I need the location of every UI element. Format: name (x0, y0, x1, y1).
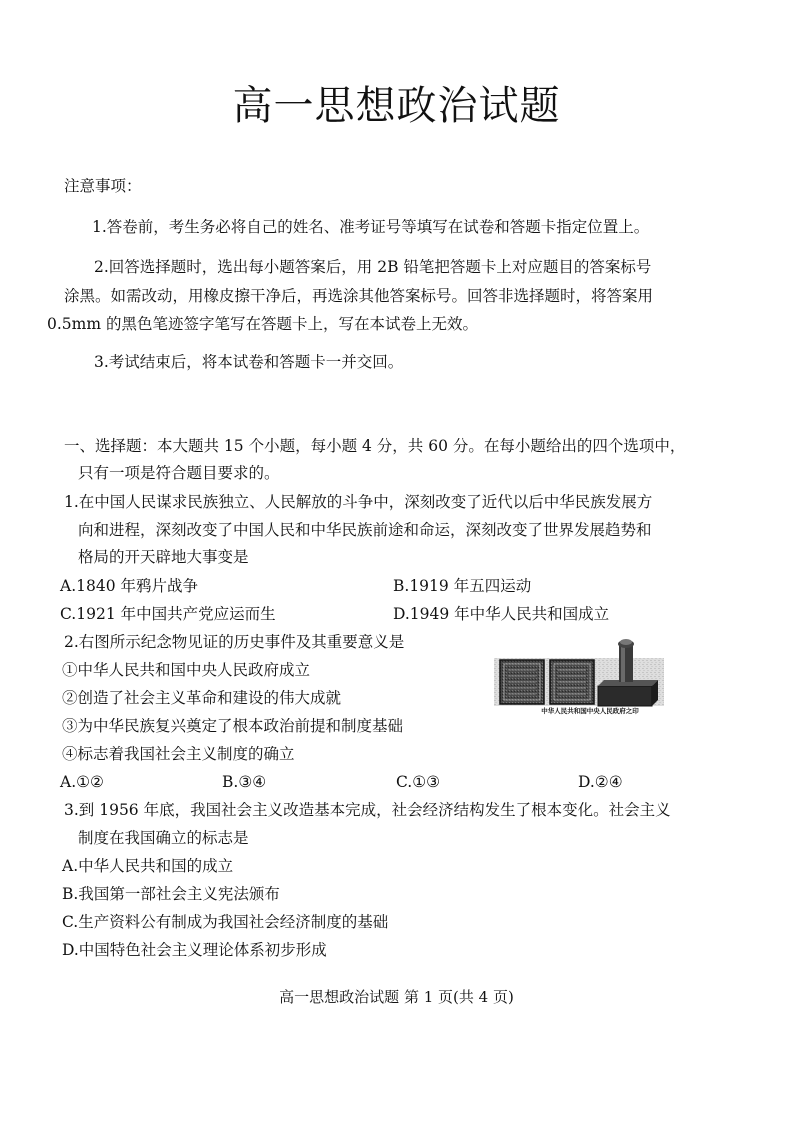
seal-imprint-middle (550, 660, 594, 704)
q1-option-d: D.1949 年中华人民共和国成立 (393, 605, 610, 623)
page-footer: 高一思想政治试题 第 1 页(共 4 页) (279, 988, 514, 1006)
notice-item-2-line-3: 0.5mm 的黑色笔迹签字笔写在答题卡上，写在本试卷上无效。 (47, 315, 478, 333)
q1-option-b: B.1919 年五四运动 (393, 577, 532, 595)
q1-stem-line-3: 格局的开天辟地大事变是 (78, 548, 249, 566)
q3-option-c: C.生产资料公有制成为我国社会经济制度的基础 (62, 913, 389, 931)
section-heading-line-1: 一、选择题：本大题共 15 个小题，每小题 4 分，共 60 分。在每小题给出的四个选项中， (64, 437, 686, 455)
notice-item-2-line-1: 2.回答选择题时，选出每小题答案后，用 2B 铅笔把答题卡上对应题目的答案标号 (94, 258, 652, 276)
q3-stem-line-1: 3.到 1956 年底，我国社会主义改造基本完成，社会经济结构发生了根本变化。社会主义 (64, 801, 671, 819)
q3-option-d: D.中国特色社会主义理论体系初步形成 (62, 941, 327, 959)
q3-option-a: A.中华人民共和国的成立 (62, 857, 234, 875)
q2-statement-1: ①中华人民共和国中央人民政府成立 (62, 661, 311, 679)
q1-stem-line-2: 向和进程，深刻改变了中国人民和中华民族前途和命运，深刻改变了世界发展趋势和 (78, 521, 652, 539)
q2-option-d: D.②④ (578, 773, 623, 791)
seal-imprint-left (500, 660, 544, 704)
notice-item-2-line-2: 涂黑。如需改动，用橡皮擦干净后，再选涂其他答案标号。回答非选择题时，将答案用 (64, 287, 654, 305)
q2-statement-2: ②创造了社会主义革命和建设的伟大成就 (62, 689, 342, 707)
notice-item-1: 1.答卷前，考生务必将自己的姓名、准考证号等填写在试卷和答题卡指定位置上。 (92, 218, 650, 236)
section-heading-line-2: 只有一项是符合题目要求的。 (78, 464, 280, 482)
notice-heading: 注意事项： (64, 177, 142, 195)
q2-option-c: C.①③ (396, 773, 441, 791)
q1-option-c: C.1921 年中国共产党应运而生 (60, 605, 276, 623)
q2-statement-4: ④标志着我国社会主义制度的确立 (62, 745, 295, 763)
q2-option-a: A.①② (60, 773, 104, 791)
notice-item-3: 3.考试结束后，将本试卷和答题卡一并交回。 (94, 353, 404, 371)
q2-stem: 2.右图所示纪念物见证的历史事件及其重要意义是 (64, 633, 405, 651)
q2-option-b: B.③④ (222, 773, 267, 791)
page-title: 高一思想政治试题 (232, 83, 561, 129)
q2-statement-3: ③为中华民族复兴奠定了根本政治前提和制度基础 (62, 717, 404, 735)
figure-caption: 中华人民共和国中央人民政府之印 (541, 707, 639, 715)
q3-option-b: B.我国第一部社会主义宪法颁布 (62, 885, 280, 903)
q1-stem-line-1: 1.在中国人民谋求民族独立、人民解放的斗争中，深刻改变了近代以后中华民族发展方 (64, 493, 653, 511)
q3-stem-line-2: 制度在我国确立的标志是 (78, 829, 249, 847)
q1-option-a: A.1840 年鸦片战争 (60, 577, 198, 595)
